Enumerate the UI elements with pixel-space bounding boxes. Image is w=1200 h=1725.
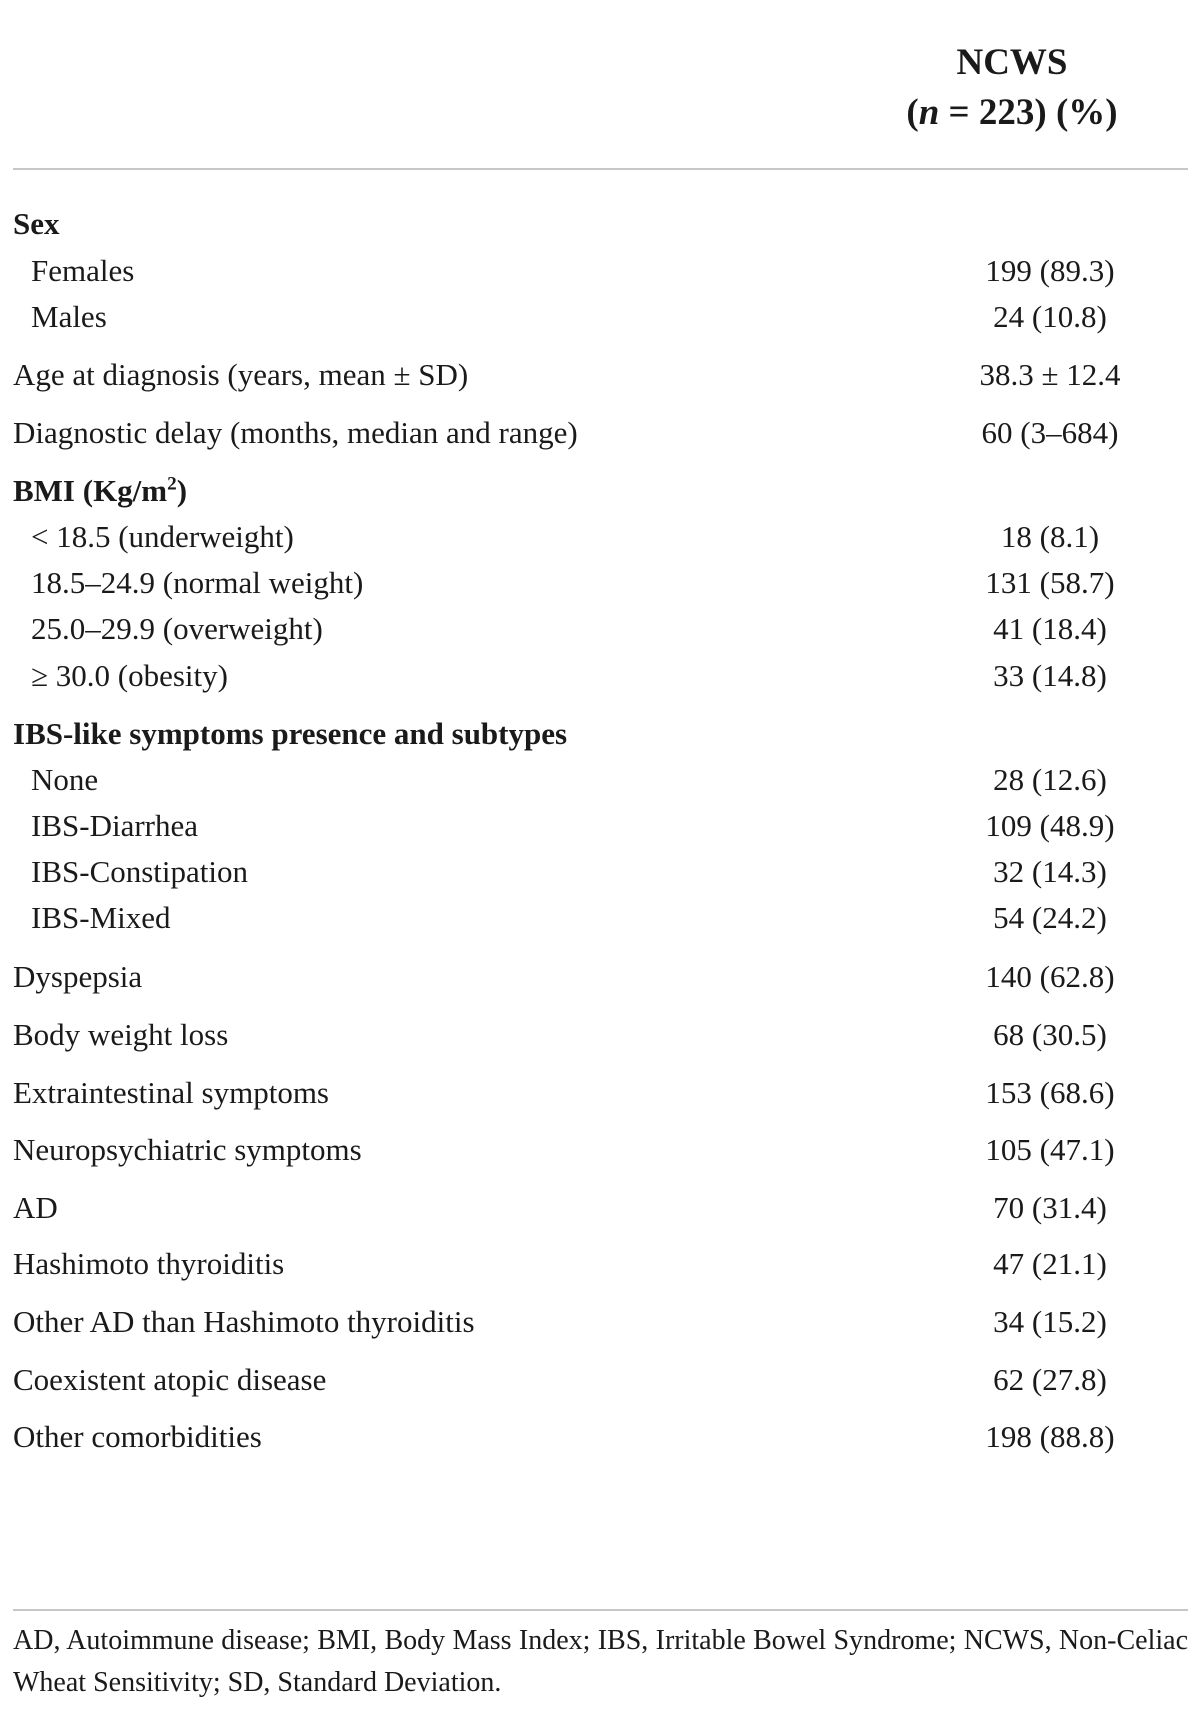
row-label: 18.5–24.9 (normal weight) bbox=[31, 565, 364, 600]
row-value: 41 (18.4) bbox=[993, 611, 1107, 646]
row-value: 18 (8.1) bbox=[1000, 519, 1100, 554]
column-header-ncws bbox=[862, 38, 1162, 138]
section-row bbox=[0, 202, 1200, 246]
row-label: BMI $(Kg/m^2)$ bbox=[13, 473, 188, 508]
row-value: 60 (3–684) bbox=[981, 415, 1119, 450]
table-row bbox=[0, 1300, 1200, 1344]
table-row bbox=[0, 1242, 1200, 1286]
row-label: Age at diagnosis (years, mean ± SD) bbox=[13, 357, 469, 392]
row-label: AD bbox=[13, 1190, 58, 1225]
row-label: Males bbox=[31, 299, 107, 334]
n-value: = 223) (%) bbox=[939, 92, 1118, 133]
row-value: 32 (14.3) bbox=[993, 854, 1107, 889]
table-row bbox=[0, 1128, 1200, 1172]
row-label: Sex bbox=[13, 206, 60, 241]
row-label: Dyspepsia bbox=[13, 959, 143, 994]
row-label: Diagnostic delay (months, median and range) bbox=[13, 415, 578, 450]
row-value: 109 (48.9) bbox=[985, 808, 1115, 843]
column-header-n: (n = 223) (%) bbox=[906, 92, 1118, 133]
row-label: IBS-like symptoms presence and subtypes bbox=[13, 716, 568, 751]
row-value: 131 (58.7) bbox=[985, 565, 1115, 600]
row-value: 54 (24.2) bbox=[993, 900, 1107, 935]
row-value: 62 (27.8) bbox=[993, 1362, 1107, 1397]
table-row bbox=[0, 1415, 1200, 1459]
table-row bbox=[0, 896, 1200, 940]
superscript: 2 bbox=[167, 473, 177, 495]
row-value: 47 (21.1) bbox=[993, 1246, 1107, 1281]
row-label: < 18.5 (underweight) bbox=[31, 519, 294, 554]
table-row bbox=[0, 804, 1200, 848]
row-label: ≥ 30.0 (obesity) bbox=[31, 658, 228, 693]
table-row bbox=[0, 1358, 1200, 1402]
row-value: 24 (10.8) bbox=[993, 299, 1107, 334]
table-row bbox=[0, 353, 1200, 397]
table-row bbox=[0, 607, 1200, 651]
table-row bbox=[0, 411, 1200, 455]
row-value: 28 (12.6) bbox=[993, 762, 1107, 797]
row-value: 153 (68.6) bbox=[985, 1075, 1115, 1110]
row-label: Hashimoto thyroiditis bbox=[13, 1246, 285, 1281]
row-label: Other AD than Hashimoto thyroiditis bbox=[13, 1304, 475, 1339]
table-row bbox=[0, 515, 1200, 559]
section-row bbox=[0, 712, 1200, 756]
row-label: Extraintestinal symptoms bbox=[13, 1075, 329, 1110]
row-label: IBS-Constipation bbox=[31, 854, 249, 889]
row-label-suffix: ) bbox=[176, 473, 188, 508]
table-row bbox=[0, 1013, 1200, 1057]
row-label: Neuropsychiatric symptoms bbox=[13, 1132, 362, 1167]
row-label: None bbox=[31, 762, 99, 797]
footer-divider bbox=[13, 1609, 1188, 1611]
row-label: IBS-Mixed bbox=[31, 900, 171, 935]
n-symbol: n bbox=[918, 92, 940, 133]
header-divider bbox=[13, 168, 1188, 170]
table-row bbox=[0, 850, 1200, 894]
row-value: 38.3 ± 12.4 bbox=[979, 357, 1121, 392]
row-value: 199 (89.3) bbox=[985, 253, 1115, 288]
table-row bbox=[0, 758, 1200, 802]
row-value: 198 (88.8) bbox=[985, 1419, 1115, 1454]
row-label: Coexistent atopic disease bbox=[13, 1362, 327, 1397]
table-row bbox=[0, 1186, 1200, 1230]
row-value: 140 (62.8) bbox=[985, 959, 1115, 994]
table-row bbox=[0, 295, 1200, 339]
section-row bbox=[0, 469, 1200, 513]
row-value: 70 (31.4) bbox=[993, 1190, 1107, 1225]
row-label: 25.0–29.9 (overweight) bbox=[31, 611, 323, 646]
table-header bbox=[0, 0, 1200, 170]
table-row bbox=[0, 654, 1200, 698]
table-row bbox=[0, 1071, 1200, 1115]
row-value: 105 (47.1) bbox=[985, 1132, 1115, 1167]
row-value: 33 (14.8) bbox=[993, 658, 1107, 693]
table-row bbox=[0, 249, 1200, 293]
column-header-title: NCWS bbox=[956, 42, 1068, 83]
row-label: IBS-Diarrhea bbox=[31, 808, 198, 843]
table-row bbox=[0, 561, 1200, 605]
table-row bbox=[0, 955, 1200, 999]
row-label: Females bbox=[31, 253, 135, 288]
table-footnote: AD, Autoimmune disease; BMI, Body Mass Index; IBS, Irritable Bowel Syndrome; NCWS, Non-Celiac Wheat Sensitivity; SD, Standard Deviation. bbox=[13, 1625, 1188, 1698]
row-label: Other comorbidities bbox=[13, 1419, 262, 1454]
row-value: 34 (15.2) bbox=[993, 1304, 1107, 1339]
row-value: 68 (30.5) bbox=[993, 1017, 1107, 1052]
row-label: Body weight loss bbox=[13, 1017, 229, 1052]
